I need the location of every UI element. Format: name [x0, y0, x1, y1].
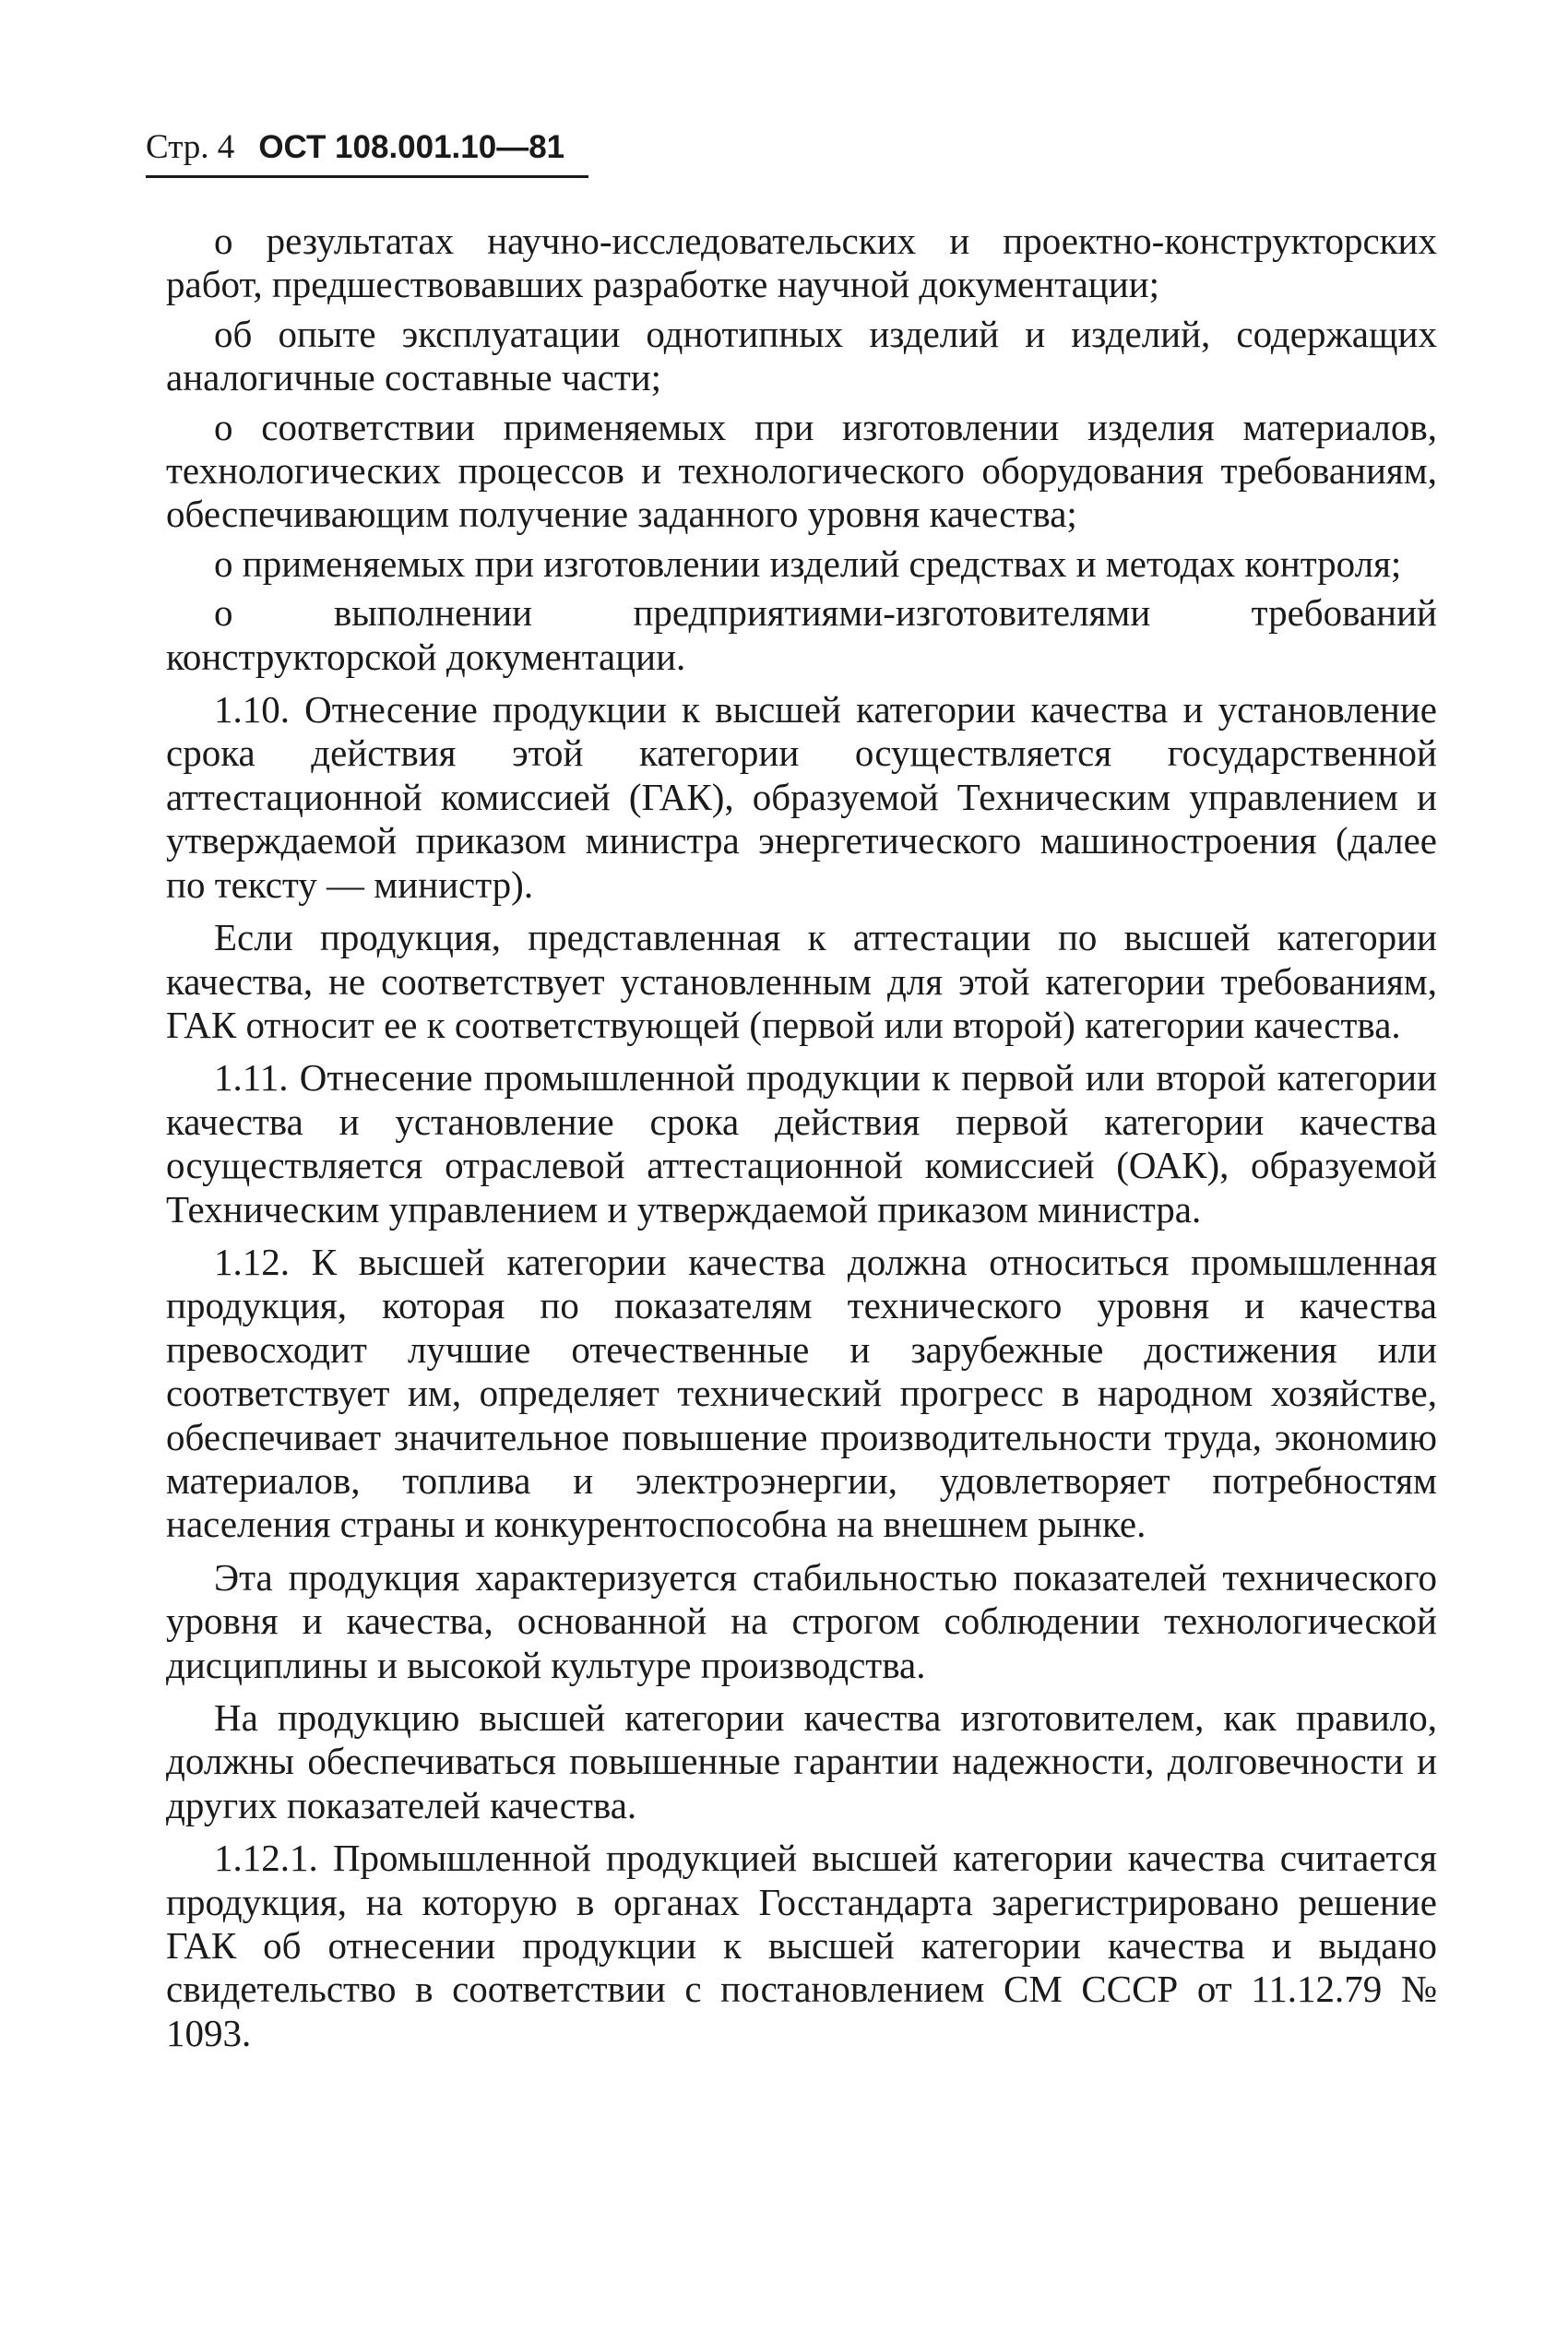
paragraph-gak-reassign: Если продукция, представленная к аттестации по высшей категории качества, не соответствует установленным для этой категории требованиям, ГАК относит ее к соответствующей (первой или второй) категории качества.	[166, 916, 1437, 1046]
paragraph-design-docs: о выполнении предприятиями-изготовителями требований конструкторской документации.	[166, 591, 1437, 678]
page-header	[146, 127, 564, 168]
body-text	[166, 220, 1437, 2061]
paragraph-guarantees: На продукцию высшей категории качества изготовителем, как правило, должны обеспечиваться повышенные гарантии надежности, долговечности и других показателей качества.	[166, 1696, 1437, 1826]
paragraph-stability: Эта продукция характеризуется стабильностью показателей технического уровня и качества, основанной на строгом соблюдении технологической дисциплины и высокой культуре производства.	[166, 1555, 1437, 1686]
paragraph-1-11: 1.11. Отнесение промышленной продукции к первой или второй категории качества и установление срока действия первой категории качества осуществляется отраслевой аттестационной комиссией (ОАК), образуемой Техническим управлением и утверждаемой приказом министра.	[166, 1056, 1437, 1231]
paragraph-1-12-1: 1.12.1. Промышленной продукцией высшей категории качества считается продукция, на которую в органах Госстандарта зарегистрировано решение ГАК об отнесении продукции к высшей категории качества и выдано свидетельство в соответствии с постановлением СМ СССР от 11.12.79 № 1093.	[166, 1837, 1437, 2054]
page-number: Стр. 4	[146, 128, 235, 166]
document-code: ОСТ 108.001.10—81	[258, 129, 565, 165]
header-rule	[146, 175, 588, 178]
paragraph-operating-experience: об опыте эксплуатации однотипных изделий и изделий, содержащих аналогичные составные части;	[166, 312, 1437, 399]
paragraph-control-methods: о применяемых при изготовлении изделий средствах и методах контроля;	[214, 541, 1402, 585]
paragraph-1-10: 1.10. Отнесение продукции к высшей категории качества и установление срока действия этой категории осуществляется государственной аттестационной комиссией (ГАК), образуемой Техническим управлением и утверждаемой приказом министра энергетического машиностроения (далее по тексту — министр).	[166, 688, 1437, 906]
paragraph-materials-compliance: о соответствии применяемых при изготовлении изделия материалов, технологических процессов и технологического оборудования требованиям, обеспечивающим получение заданного уровня качества;	[166, 405, 1437, 536]
paragraph-research-results: о результатах научно-исследовательских и проектно-конструкторских работ, предшествовавших разработке научной документации;	[166, 220, 1437, 306]
paragraph-1-12: 1.12. К высшей категории качества должна относиться промышленная продукция, которая по показателям технического уровня и качества превосходит лучшие отечественные и зарубежные достижения или соответствует им, определяет технический прогресс в народном хозяйстве, обеспечивает значительное повышение производительности труда, экономию материалов, топлива и электроэнергии, удовлетворяет потребностям населения страны и конкурентоспособна на внешнем рынке.	[166, 1240, 1437, 1546]
